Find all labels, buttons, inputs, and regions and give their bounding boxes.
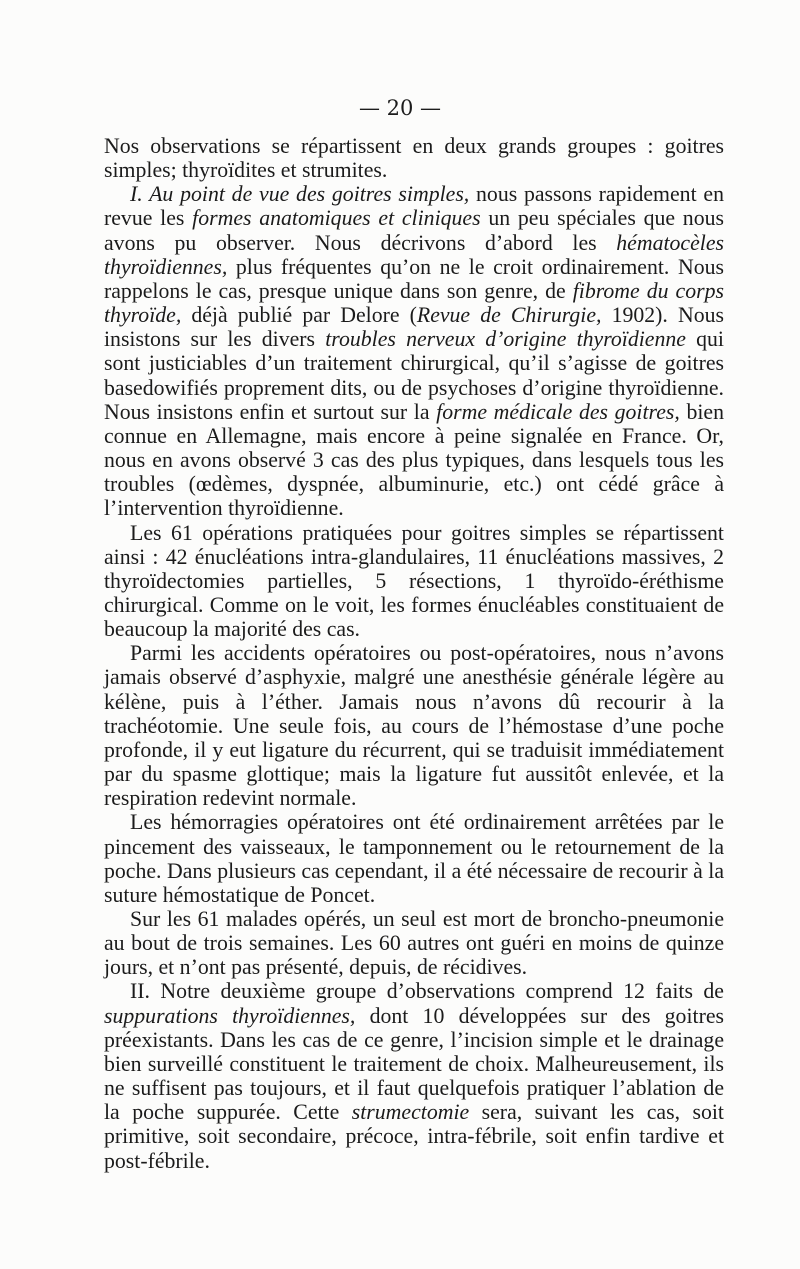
italic-run: fibrome du corps thyroïde, xyxy=(104,278,724,328)
text-run: qui sont justiciables d’un traitement chirurgical, qu’il s’agisse de goitres basedowifiés proprement dits, ou de psychoses d’origine thyroïdienne. Nous insistons enfin et surtout sur la xyxy=(104,327,724,424)
page-number: — 20 — xyxy=(358,96,442,120)
text-run: Les 61 opérations pratiquées pour goitres simples se répartissent ainsi : 42 énucléations intra-glandulaires, 11 énucléations massives, 2 thyroïdectomies partielles, 5 résections, 1 thyroïdo-éréthisme chirurgical. Comme on le voit, les formes énucléables constituaient de beaucoup la majorité des cas. xyxy=(104,520,724,642)
paragraph-operations-count xyxy=(104,521,724,642)
text-run: nous passons rapidement en revue les xyxy=(104,182,724,231)
text-run: sera, suivant les cas, soit primitive, soit secondaire, précoce, intra-fébrile, soit enfin tardive et post-fébrile. xyxy=(104,1100,724,1173)
paragraph-outcomes xyxy=(104,907,724,979)
italic-run: forme médicale des goitres, xyxy=(436,399,680,424)
text-run: II. Notre deuxième groupe d’observations comprend 12 faits de xyxy=(130,979,724,1004)
italic-run: Revue de Chirurgie, xyxy=(416,303,602,328)
paragraph-hemorrhages xyxy=(104,810,724,907)
body-text xyxy=(104,134,724,1173)
text-run: déjà publié par Delore ( xyxy=(181,303,417,328)
paragraph-suppurations xyxy=(104,979,724,1172)
text-run: bien connue en Allemagne, mais encore à peine signalée en France. Or, nous en avons observé 3 cas des plus typiques, dans lesquels tous les troubles (œdèmes, dyspnée, albuminurie, etc.) ont cédé grâce à l’intervention thyroïdienne. xyxy=(104,399,724,521)
italic-run: formes anatomiques et cliniques xyxy=(192,206,481,231)
paragraph-operative-accidents xyxy=(104,641,724,810)
italic-run: I. Au point de vue des goitres simples, xyxy=(130,182,470,207)
italic-run: suppurations thyroïdiennes, xyxy=(104,1003,356,1028)
text-run: un peu spéciales que nous avons pu observer. Nous décrivons d’abord les xyxy=(104,206,724,255)
text-run: dont 10 développées sur des goitres préexistants. Dans les cas de ce genre, l’incision simple et le drainage bien surveillé constituent le traitement de choix. Malheureusement, ils ne suffisent pas toujours, et il faut quelquefois pratiquer l’ablation de la poche suppurée. Cette xyxy=(104,1003,724,1125)
text-run: plus fréquentes qu’on ne le croit ordinairement. Nous rappelons le cas, presque unique dans son genre, de xyxy=(104,254,724,303)
italic-run: hématocèles thyroïdiennes, xyxy=(104,230,724,279)
text-run: Sur les 61 malades opérés, un seul est mort de broncho-pneumonie au bout de trois semaines. Les 60 autres ont guéri en moins de quinze jours, et n’ont pas présenté, depuis, de récidives. xyxy=(104,907,724,980)
italic-run: troubles nerveux d’origine thyroïdienne xyxy=(325,327,686,352)
text-run: Les hémorragies opératoires ont été ordinairement arrêtées par le pincement des vaisseaux, le tamponnement ou le retournement de la poche. Dans plusieurs cas cependant, il a été nécessaire de recourir à la suture hémostatique de Poncet. xyxy=(104,810,724,907)
text-run: 1902). Nous insistons sur les divers xyxy=(104,303,724,352)
paragraph-groups-intro xyxy=(104,134,724,182)
text-run: Nos observations se répartissent en deux grands groupes : goitres simples; thyroïdites et strumites. xyxy=(104,134,724,183)
paragraph-simple-goitres xyxy=(104,182,724,520)
italic-run: strumectomie xyxy=(351,1100,470,1125)
text-run: Parmi les accidents opératoires ou post-opératoires, nous n’avons jamais observé d’asphyxie, malgré une anesthésie générale légère au kélène, puis à l’éther. Jamais nous n’avons dû recourir à la trachéotomie. Une seule fois, au cours de l’hémostase d’une poche profonde, il y eut ligature du récurrent, qui se traduisit immédiatement par du spasme glottique; mais la ligature fut aussitôt enlevée, et la respiration redevint normale. xyxy=(104,641,724,811)
